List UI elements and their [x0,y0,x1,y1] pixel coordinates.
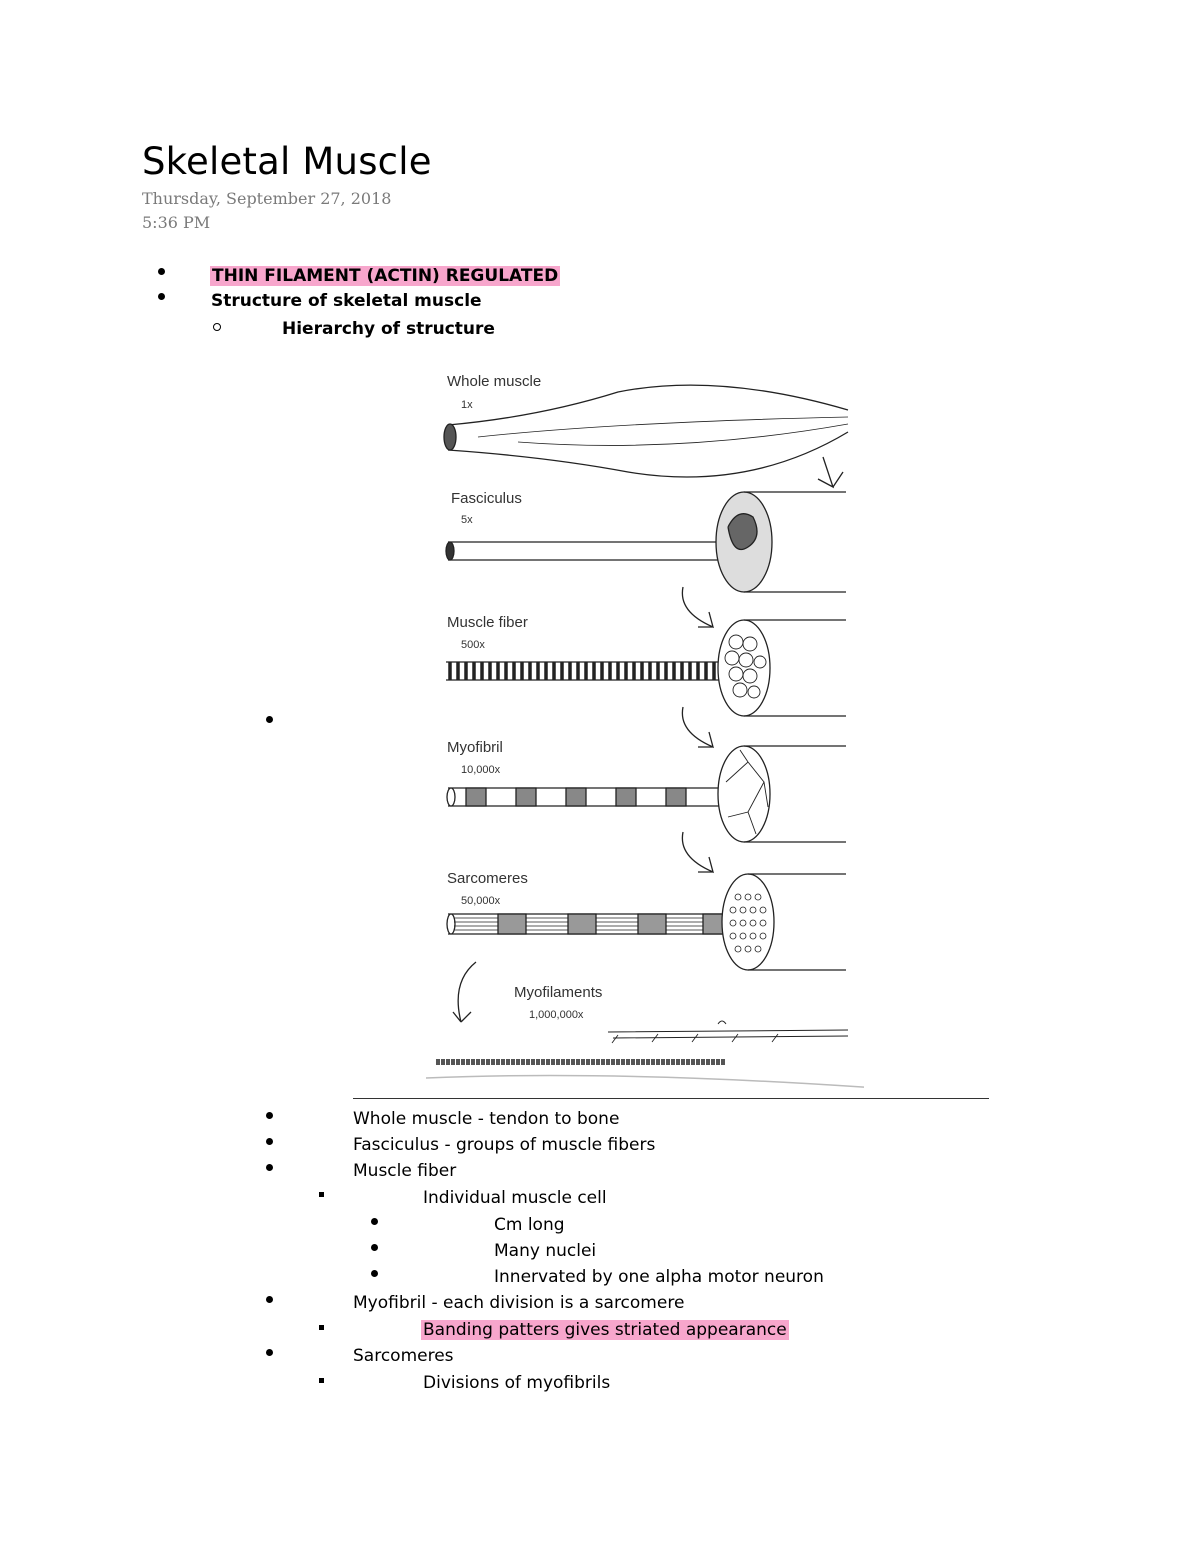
note-innervated: Innervated by one alpha motor neuron [494,1267,824,1287]
square-bullet-icon [319,1325,324,1330]
figure-mag-whole-muscle: 1x [461,399,473,411]
arrow-icon [682,587,713,627]
arrow-icon [453,962,476,1022]
figure-label-myofibril: Myofibril [447,739,503,756]
sarcomeres-drawing [447,874,846,970]
figure-label-sarcomeres: Sarcomeres [447,870,528,887]
figure-mag-myofibril: 10,000x [461,764,501,776]
square-bullet-icon [319,1192,324,1197]
figure-label-fasciculus: Fasciculus [451,490,522,507]
bullet-icon [158,293,165,300]
page-time: 5:36 PM [142,213,211,232]
note-structure: Structure of skeletal muscle [211,291,482,311]
bullet-icon [371,1244,378,1251]
bullet-icon [371,1270,378,1277]
bullet-icon [266,1349,273,1356]
muscle-fiber-drawing [446,620,846,716]
bullet-icon [266,716,273,723]
hollow-bullet-icon [213,323,221,331]
note-sarcomeres: Sarcomeres [353,1346,454,1366]
muscle-hierarchy-figure [418,362,864,1092]
highlight: THIN FILAMENT (ACTIN) REGULATED [212,266,559,286]
note-whole-muscle: Whole muscle - tendon to bone [353,1109,620,1129]
bullet-icon [266,1164,273,1171]
myofibril-drawing [447,746,846,842]
note-cm-long: Cm long [494,1215,565,1235]
note-myofibril: Myofibril - each division is a sarcomere [353,1293,685,1313]
divider [353,1098,989,1099]
fasciculus-drawing [446,492,846,592]
figure-label-muscle-fiber: Muscle fiber [447,614,528,631]
arrow-icon [682,707,713,747]
note-thin-filament [210,265,560,287]
bullet-icon [266,1296,273,1303]
note-banding [421,1319,789,1341]
note-divisions: Divisions of myofibrils [423,1373,611,1393]
figure-label-whole-muscle: Whole muscle [447,373,542,390]
figure-label-myofilaments: Myofilaments [514,984,603,1001]
square-bullet-icon [319,1378,324,1383]
page-date: Thursday, September 27, 2018 [142,189,392,208]
bullet-icon [158,268,165,275]
bullet-icon [371,1218,378,1225]
note-many-nuclei: Many nuclei [494,1241,597,1261]
note-fasciculus: Fasciculus - groups of muscle fibers [353,1135,656,1155]
whole-muscle-drawing [444,385,848,487]
page-title: Skeletal Muscle [142,140,432,183]
figure-mag-fasciculus: 5x [461,514,473,526]
highlight: Banding patters gives striated appearance [423,1320,787,1340]
figure-mag-sarcomeres: 50,000x [461,895,501,907]
arrow-icon [682,832,713,872]
myofilaments-drawing [426,1021,864,1088]
note-individual-cell: Individual muscle cell [423,1188,607,1208]
bullet-icon [266,1112,273,1119]
bullet-icon [266,1138,273,1145]
figure-mag-myofilaments: 1,000,000x [529,1009,584,1021]
note-muscle-fiber: Muscle fiber [353,1161,457,1181]
note-hierarchy: Hierarchy of structure [282,319,495,339]
figure-mag-muscle-fiber: 500x [461,639,485,651]
